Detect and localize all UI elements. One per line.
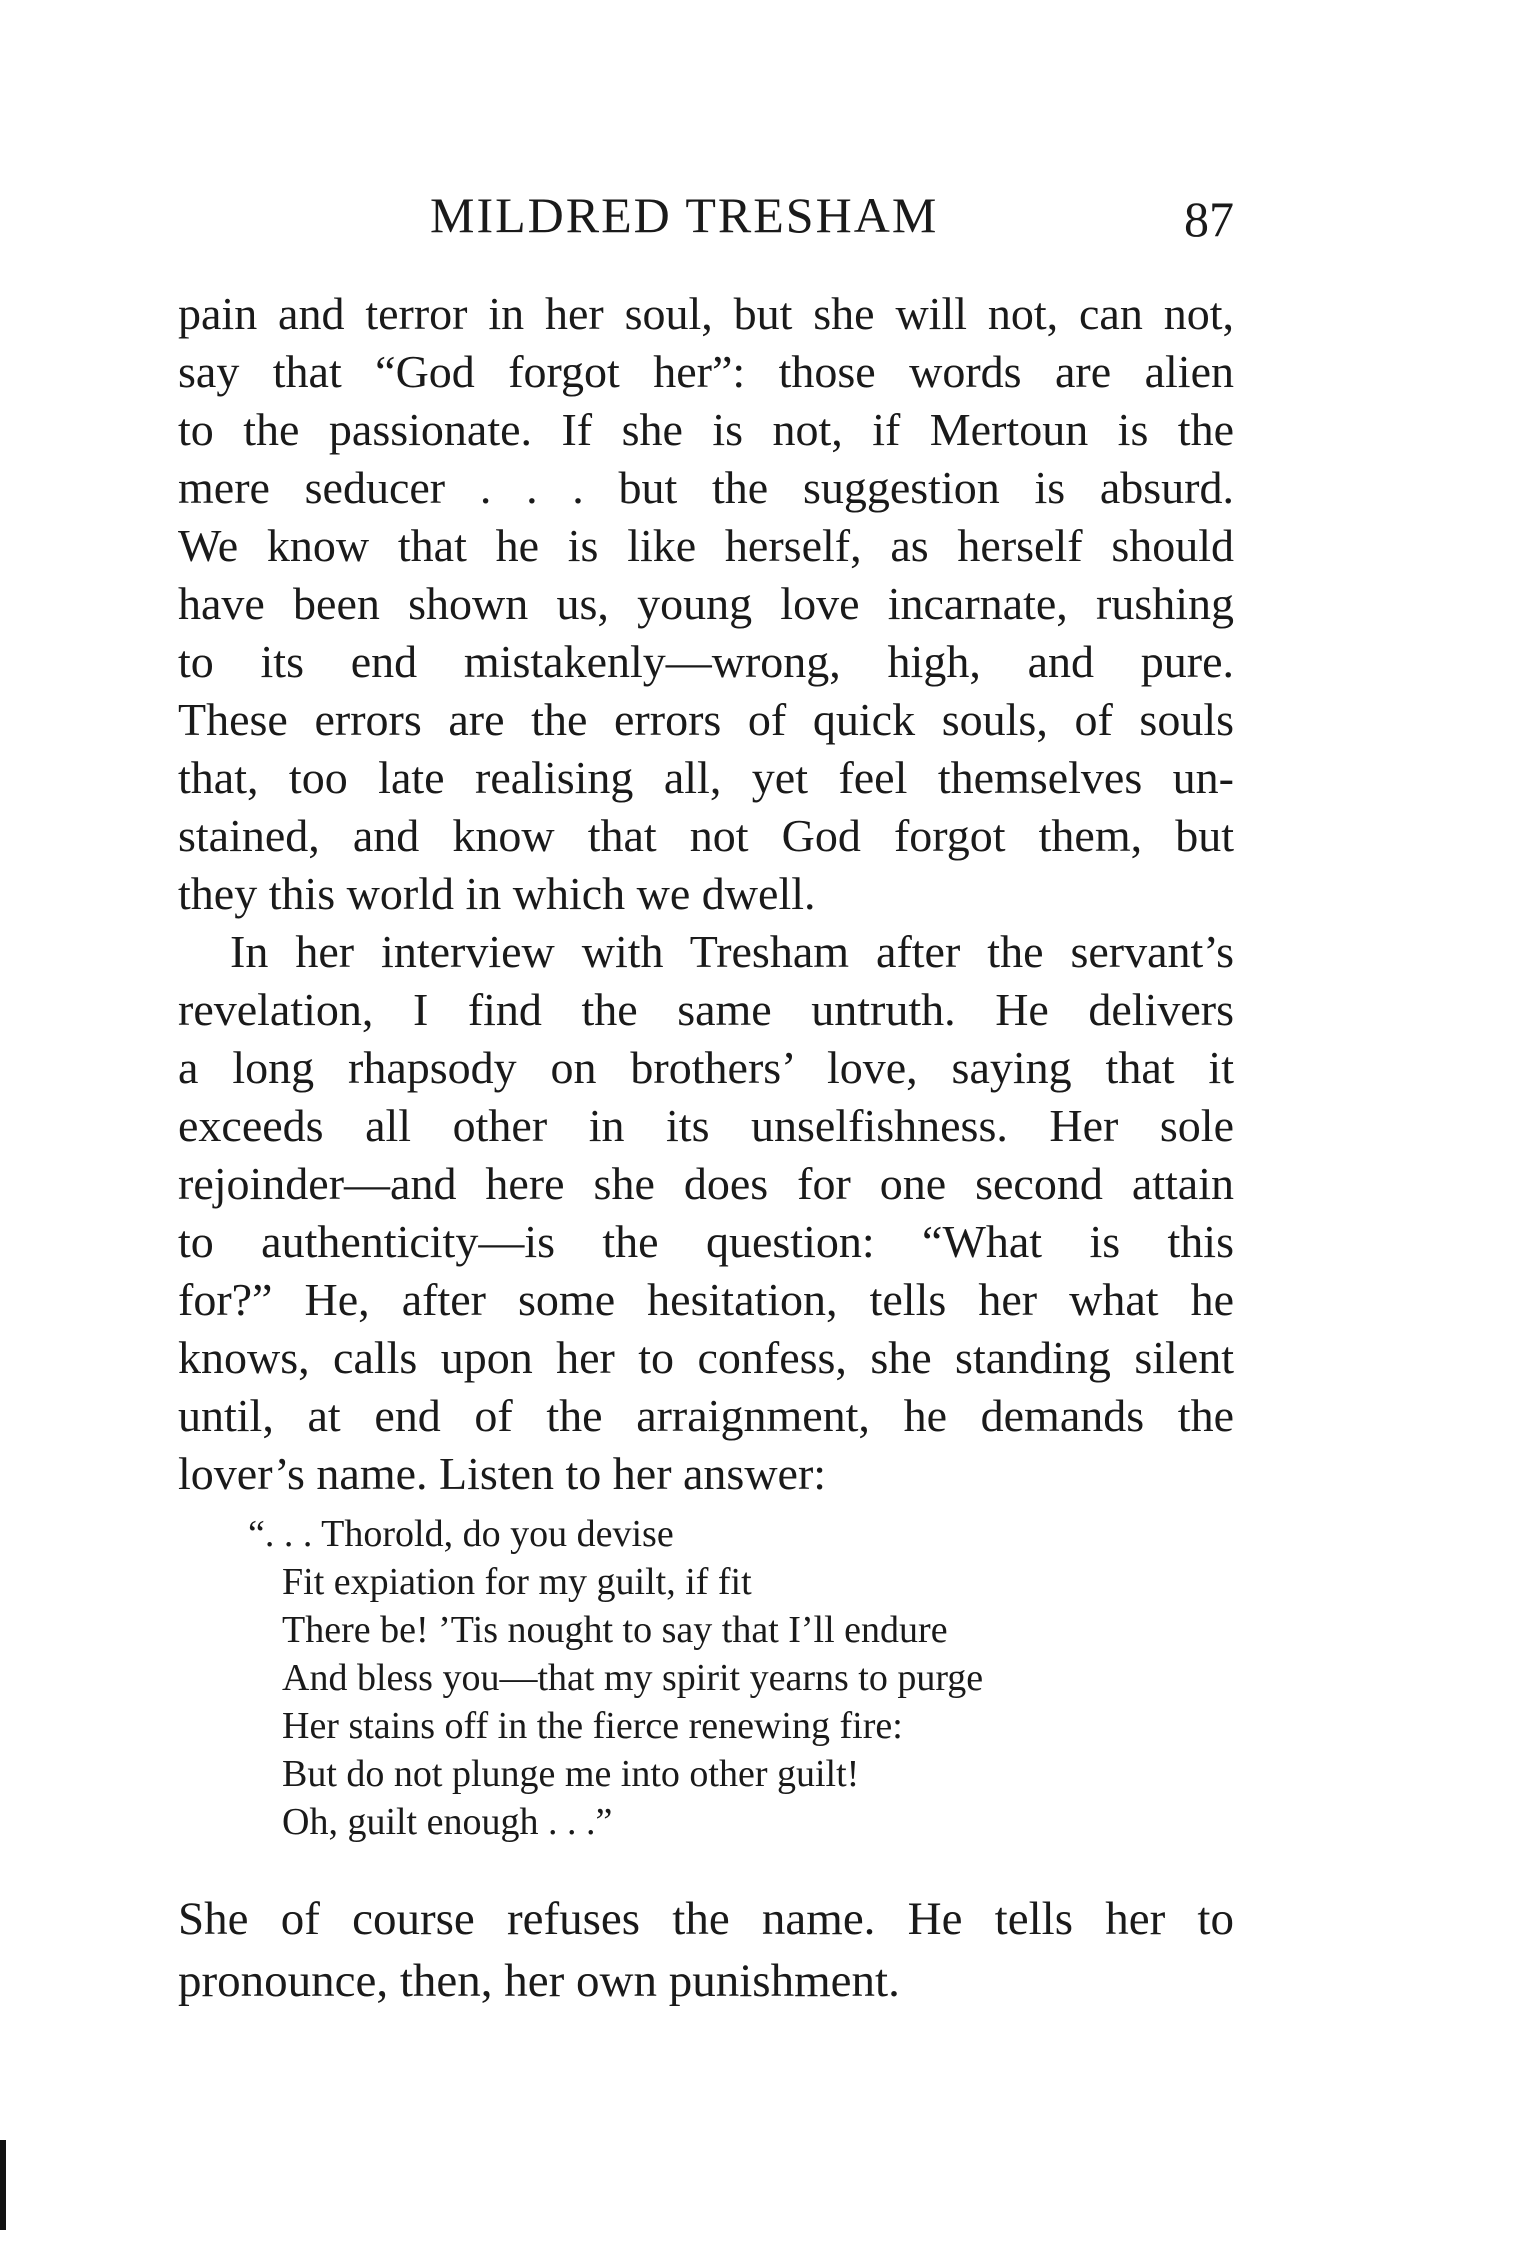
text-line: rejoinder—and here she does for one second attain [178,1158,1234,1209]
text-line: lover’s name. Listen to her answer: [178,1448,827,1499]
paragraph-1 [178,285,1234,923]
text-line: to its end mistakenly—wrong, high, and pure. [178,636,1234,687]
text-line: In her interview with Tresham after the servant’s [230,926,1234,977]
text-line: have been shown us, young love incarnate, rushing [178,578,1234,629]
verse-quotation [248,1510,1152,1846]
closing-paragraph [178,1888,1234,2012]
text-line: for?” He, after some hesitation, tells her what he [178,1274,1234,1325]
verse-line: Oh, guilt enough . . .” [282,1801,613,1843]
page-header [178,180,1234,250]
text-line: knows, calls upon her to confess, she standing silent [178,1332,1234,1383]
text-line: revelation, I find the same untruth. He delivers [178,984,1234,1035]
page-number: 87 [1184,191,1234,247]
text-line: to authenticity—is the question: “What is this [178,1216,1234,1267]
text-line: exceeds all other in its unselfishness. Her sole [178,1100,1234,1151]
verse-line: And bless you—that my spirit yearns to purge [282,1657,984,1699]
text-line: say that “God forgot her”: those words are alien [178,346,1234,397]
verse-line: There be! ’Tis nought to say that I’ll endure [282,1609,948,1651]
running-title: MILDRED TRESHAM [430,187,939,243]
verse-line: But do not plunge me into other guilt! [282,1753,860,1795]
text-line: pain and terror in her soul, but she will not, can not, [178,288,1234,339]
paragraph-2 [178,923,1234,1503]
text-line: These errors are the errors of quick souls, of souls [178,694,1234,745]
text-line: stained, and know that not God forgot them, but [178,810,1234,861]
text-line: pronounce, then, her own punishment. [178,1955,900,2007]
text-line: that, too late realising all, yet feel themselves un- [178,752,1234,803]
verse-line: Fit expiation for my guilt, if fit [282,1561,752,1603]
verse-line: Her stains off in the fierce renewing fire: [282,1705,903,1747]
verse-line: “. . . Thorold, do you devise [248,1513,674,1555]
text-line: they this world in which we dwell. [178,868,816,919]
page-edge-mark [0,2140,6,2230]
body-text [178,285,1234,1503]
text-line: We know that he is like herself, as herself should [178,520,1234,571]
text-line: She of course refuses the name. He tells her to [178,1893,1234,1945]
text-line: mere seducer . . . but the suggestion is absurd. [178,462,1234,513]
text-line: to the passionate. If she is not, if Mertoun is the [178,404,1234,455]
text-line: a long rhapsody on brothers’ love, saying that it [178,1042,1234,1093]
text-line: until, at end of the arraignment, he demands the [178,1390,1234,1441]
